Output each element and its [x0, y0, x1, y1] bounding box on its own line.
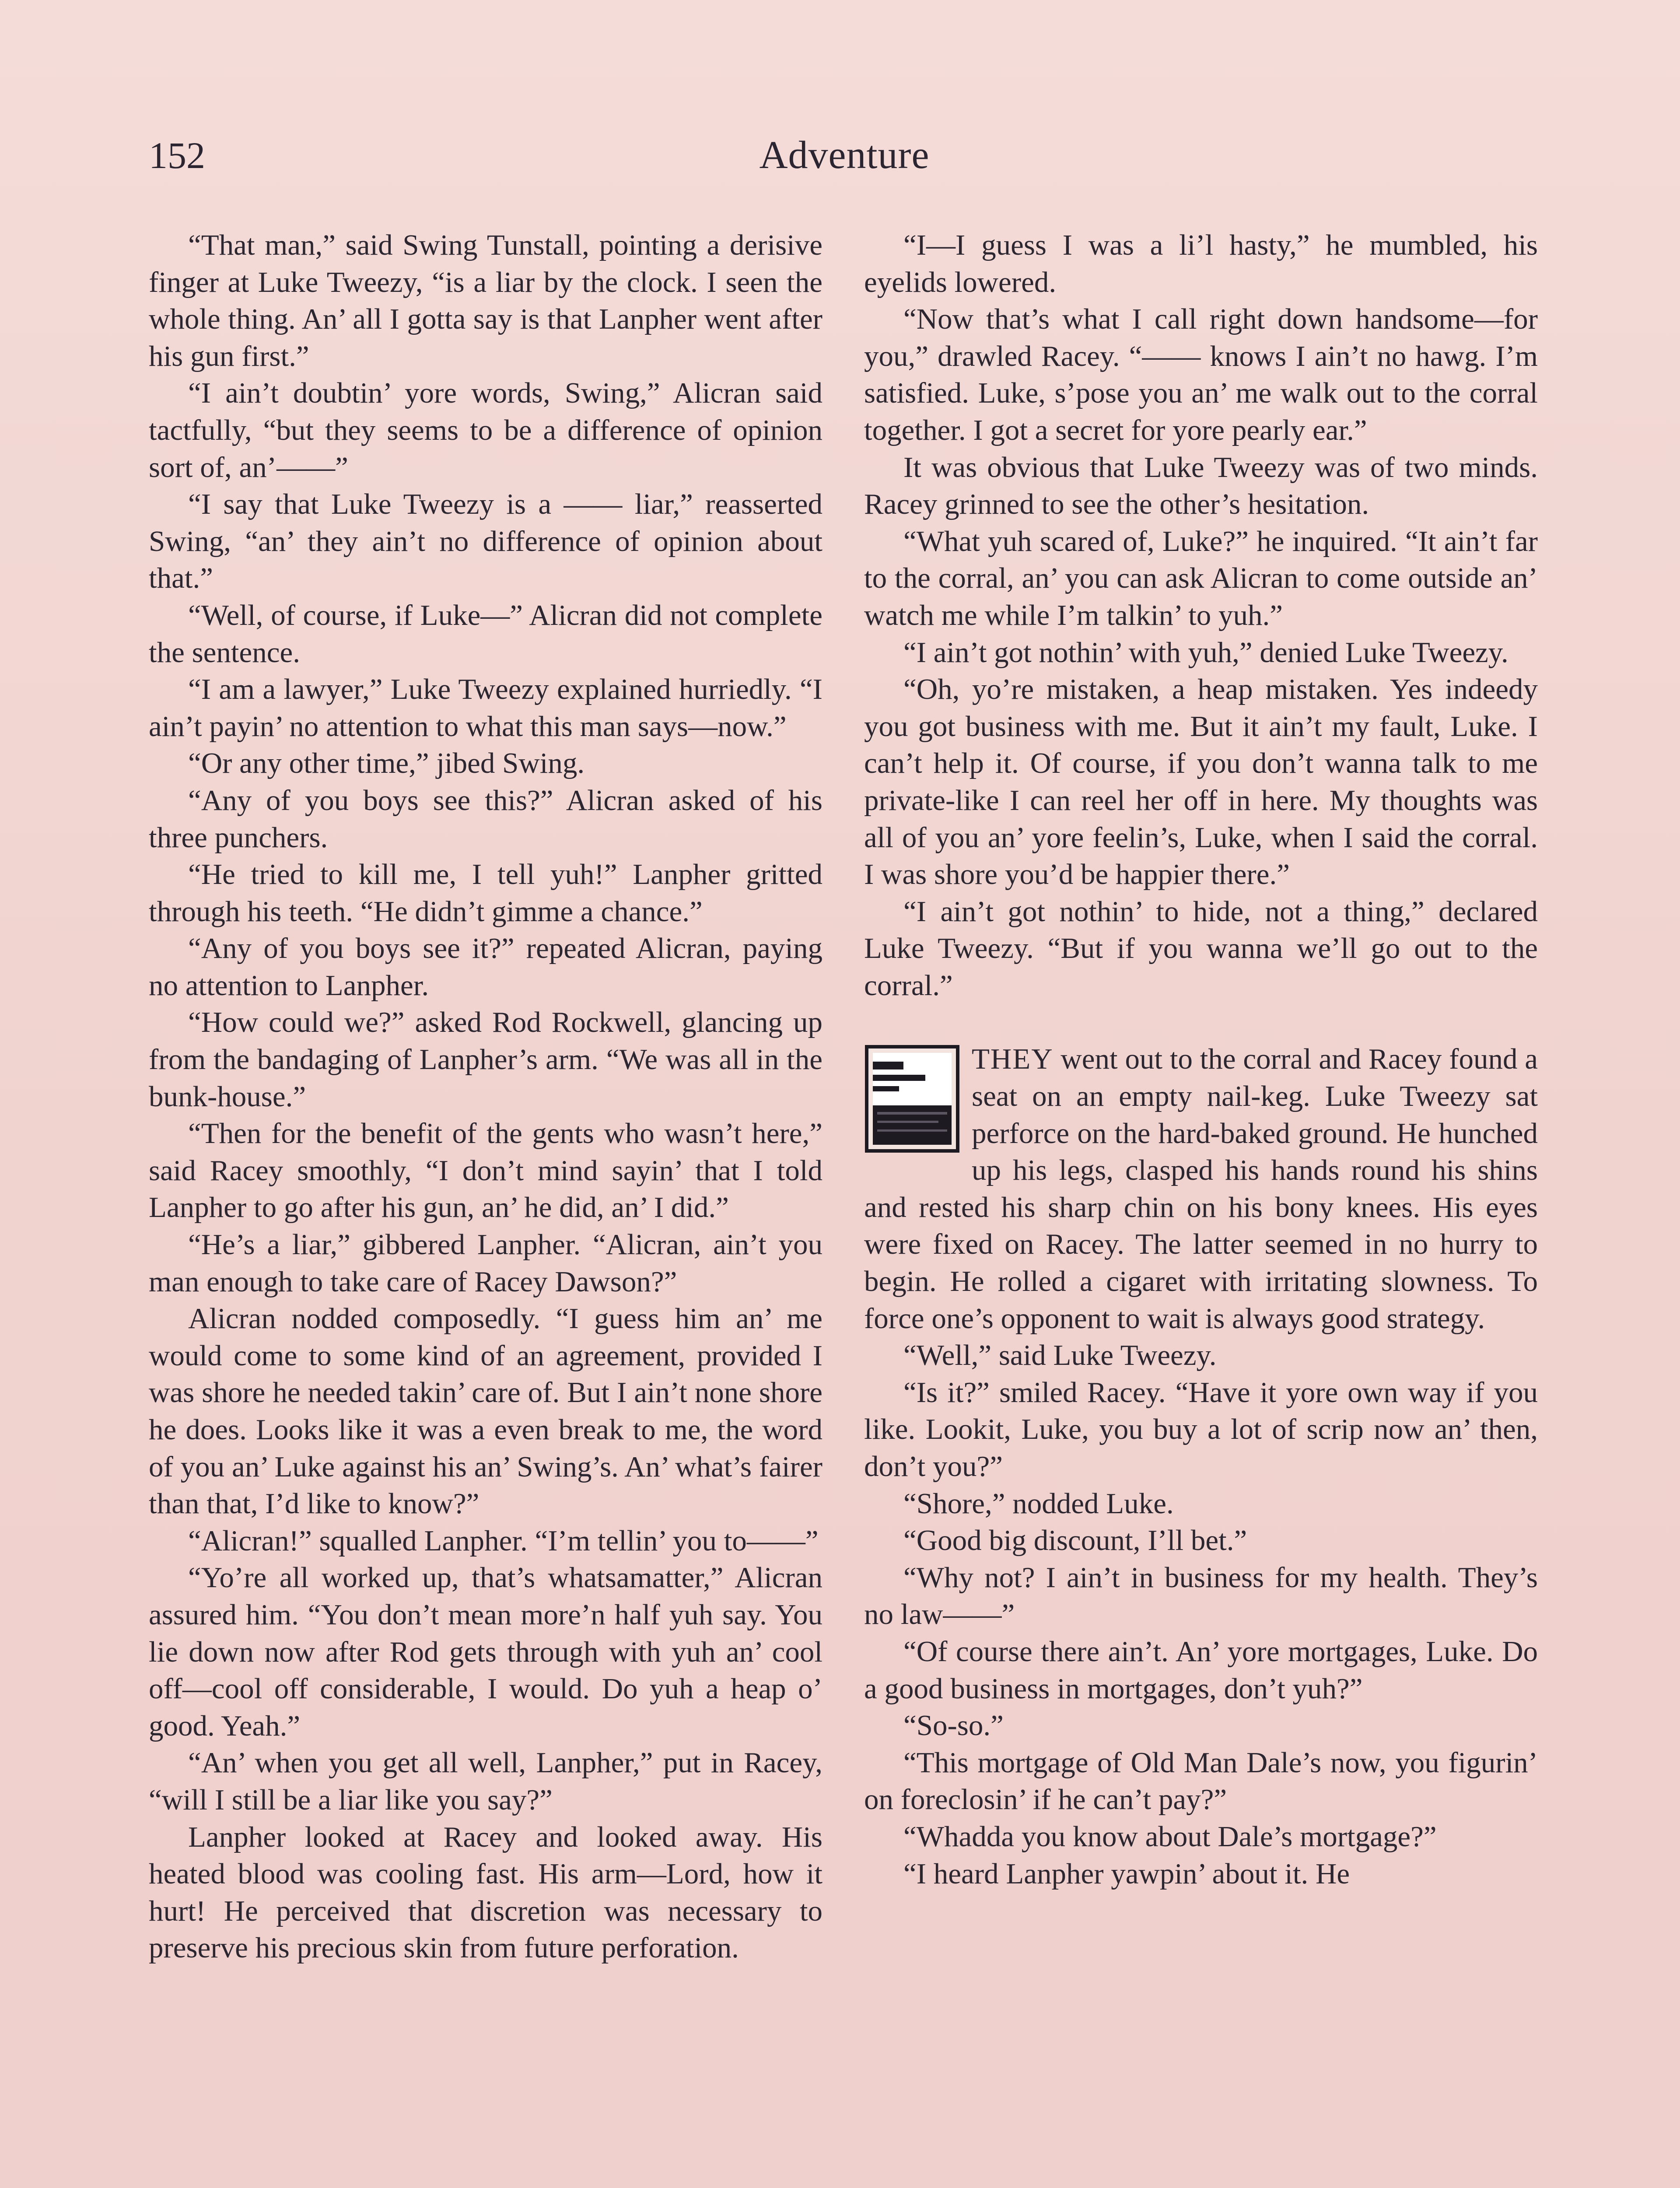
- section-lead-word: THEY: [972, 1043, 1054, 1076]
- page-header: [149, 129, 1540, 186]
- paragraph: “Then for the benefit of the gents who wasn’t here,” said Racey smoothly, “I don’t mind sayin’ that I told Lanpher to go after his gun, an’ he did, an’ I did.”: [149, 1117, 822, 1224]
- paragraph: “I ain’t doubtin’ yore words, Swing,” Alicran said tactfully, “but they seems to be a difference of opinion sort of, an’——”: [149, 377, 822, 484]
- running-title: Adventure: [759, 133, 930, 177]
- paragraph: “I say that Luke Tweezy is a —— liar,” reasserted Swing, “an’ they ain’t no difference of opinion about that.”: [149, 488, 822, 595]
- paragraph: “I am a lawyer,” Luke Tweezy explained hurriedly. “I ain’t payin’ no attention to what this man says—now.”: [149, 673, 822, 743]
- paragraph: Lanpher looked at Racey and looked away. His heated blood was cooling fast. His arm—Lord, how it hurt! He perceived that discretion was necessary to preserve his precious skin from future perforation.: [149, 1820, 822, 1964]
- right-column: [864, 227, 1538, 1892]
- left-column: [149, 227, 822, 1967]
- paragraph: “Good big discount, I’ll bet.”: [903, 1524, 1247, 1557]
- paragraph: “I—I guess I was a li’l hasty,” he mumbled, his eyelids lowered.: [864, 229, 1538, 298]
- paragraph: “Now that’s what I call right down handsome—for you,” drawled Racey. “—— knows I ain’t no hawg. I’m satisfied. Luke, s’pose you an’ me walk out to the corral together. I got a secret for yore pearly ear.”: [864, 303, 1538, 446]
- paragraph: “He’s a liar,” gibbered Lanpher. “Alicran, ain’t you man enough to take care of Racey Dawson?”: [149, 1228, 822, 1298]
- paragraph: “Of course there ain’t. An’ yore mortgages, Luke. Do a good business in mortgages, don’t yuh?”: [864, 1635, 1538, 1705]
- paragraph: “Or any other time,” jibed Swing.: [188, 747, 585, 780]
- landscape-vignette-icon: [864, 1044, 960, 1154]
- paragraph: “What yuh scared of, Luke?” he inquired. “It ain’t far to the corral, an’ you can ask Alicran to come outside an’ watch me while I’m talkin’ to yuh.”: [864, 525, 1538, 631]
- paragraph: “How could we?” asked Rod Rockwell, glancing up from the bandaging of Lanpher’s arm. “We was all in the bunk-house.”: [149, 1006, 822, 1113]
- paragraph: “I heard Lanpher yawpin’ about it. He: [903, 1857, 1350, 1890]
- section-lead-text: went out to the corral and Racey found a seat on an empty nail-keg. Luke Tweezy sat perforce on the hard-baked ground. He hunched up his legs, clasped his hands round his shins and rested his sharp chin on his bony knees. His eyes were fixed on Racey. The latter seemed in no hurry to begin. He rolled a cigaret with irritating slowness. To force one’s opponent to wait is always good strategy.: [864, 1043, 1538, 1335]
- page-number: 152: [149, 134, 205, 176]
- paragraph: “Well,” said Luke Tweezy.: [903, 1339, 1217, 1372]
- paragraph: “That man,” said Swing Tunstall, pointing a derisive finger at Luke Tweezy, “is a liar by the clock. I seen the whole thing. An’ all I gotta say is that Lanpher went after his gun first.”: [149, 229, 822, 372]
- paragraph: “Oh, yo’re mistaken, a heap mistaken. Yes indeedy you got business with me. But it ain’t my fault, Luke. I can’t help it. Of course, if you don’t wanna talk to me private-like I can reel her off in here. My thoughts was all of you an’ yore feelin’s, Luke, when I said the corral. I was shore you’d be happier there.”: [864, 673, 1538, 891]
- paragraph: “He tried to kill me, I tell yuh!” Lanpher gritted through his teeth. “He didn’t gimme a chance.”: [149, 858, 822, 928]
- paragraph: It was obvious that Luke Tweezy was of two minds. Racey grinned to see the other’s hesitation.: [864, 451, 1538, 521]
- paragraph: “I ain’t got nothin’ with yuh,” denied Luke Tweezy.: [903, 636, 1508, 669]
- paragraph: “An’ when you get all well, Lanpher,” put in Racey, “will I still be a liar like you say?”: [149, 1746, 822, 1816]
- section-break: [864, 1041, 1538, 1892]
- paragraph: “Shore,” nodded Luke.: [903, 1487, 1174, 1520]
- paragraph: “I ain’t got nothin’ to hide, not a thing,” declared Luke Tweezy. “But if you wanna we’ll go out to the corral.”: [864, 895, 1538, 1002]
- paragraph: “Alicran!” squalled Lanpher. “I’m tellin’ you to——”: [188, 1524, 819, 1557]
- paragraph: “Why not? I ain’t in business for my health. They’s no law——”: [864, 1561, 1538, 1631]
- paragraph: “Whadda you know about Dale’s mortgage?”: [903, 1820, 1437, 1853]
- paragraph: “So-so.”: [903, 1709, 1004, 1742]
- paragraph: “This mortgage of Old Man Dale’s now, you figurin’ on foreclosin’ if he can’t pay?”: [864, 1746, 1538, 1816]
- paragraph: “Any of you boys see it?” repeated Alicran, paying no attention to Lanpher.: [149, 932, 822, 1002]
- section-first-paragraph: [864, 1041, 1538, 1337]
- paragraph: “Any of you boys see this?” Alicran asked of his three punchers.: [149, 784, 822, 854]
- paragraph: “Is it?” smiled Racey. “Have it yore own way if you like. Lookit, Luke, you buy a lot of scrip now an’ then, don’t you?”: [864, 1376, 1538, 1483]
- paragraph: “Yo’re all worked up, that’s whatsamatter,” Alicran assured him. “You don’t mean more’n half yuh say. You lie down now after Rod gets through with yuh an’ cool off—cool off considerable, I would. Do yuh a heap o’ good. Yeah.”: [149, 1561, 822, 1742]
- paragraph: “Well, of course, if Luke—” Alicran did not complete the sentence.: [149, 599, 822, 669]
- section-ornament: [864, 1044, 960, 1154]
- paragraph: Alicran nodded composedly. “I guess him an’ me would come to some kind of an agreement, provided I was shore he needed takin’ care of. But I ain’t none shore he does. Looks like it was a even break to me, the word of you an’ Luke against his an’ Swing’s. An’ what’s fairer than that, I’d like to know?”: [149, 1302, 822, 1520]
